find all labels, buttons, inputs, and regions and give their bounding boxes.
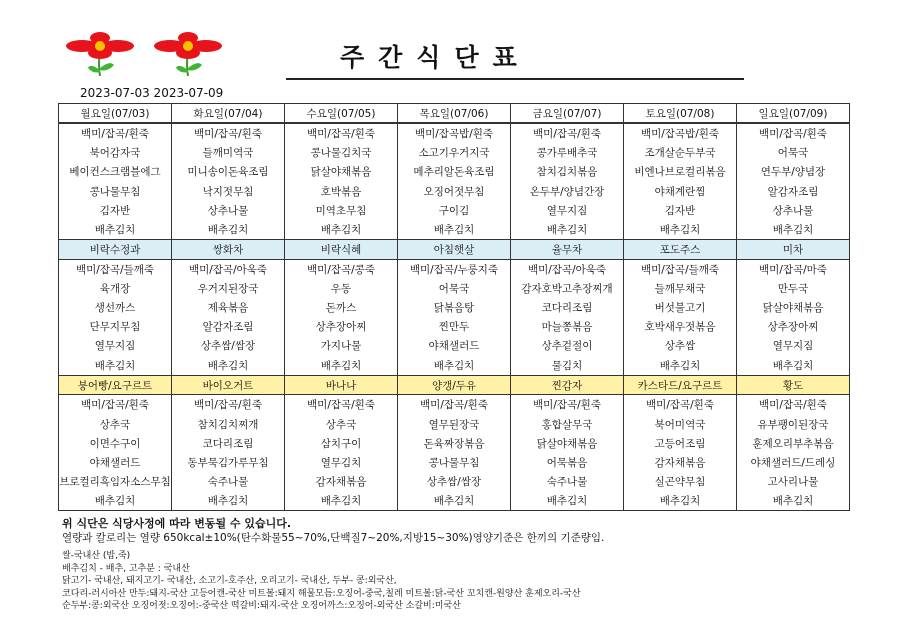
menu-cell: 백미/잡곡/흰죽 [285,123,398,143]
menu-cell: 우동 [285,279,398,298]
menu-cell: 백미/잡곡/흰죽 [285,395,398,415]
menu-cell: 야채샐러드/드레싱 [737,453,850,472]
menu-cell: 조개살순두부국 [624,143,737,162]
menu-cell: 열무지짐 [59,336,172,355]
menu-cell: 상추장아찌 [285,317,398,336]
menu-cell: 감자채볶음 [624,453,737,472]
breakfast-row [59,162,850,181]
menu-cell: 배추김치 [172,491,285,511]
menu-cell: 돈육짜장볶음 [398,434,511,453]
menu-cell: 베이컨스크램블에그 [59,162,172,181]
menu-cell: 백미/잡곡/흰죽 [172,123,285,143]
menu-cell: 코다리조림 [172,434,285,453]
menu-cell: 백미/잡곡/흰죽 [398,395,511,415]
menu-cell: 콩나물무침 [59,182,172,201]
snack-cell: 율무차 [511,240,624,260]
menu-cell: 숙주나물 [511,472,624,491]
menu-cell: 콩나물김치국 [285,143,398,162]
dinner-row [59,453,850,472]
menu-cell: 동부묵김가루무침 [172,453,285,472]
menu-cell: 상추나물 [172,201,285,220]
menu-cell: 상추쌈/쌈장 [398,472,511,491]
menu-cell: 숙주나물 [172,472,285,491]
snack-cell: 아침햇살 [398,240,511,260]
menu-cell: 닭살야채볶음 [511,434,624,453]
menu-cell: 물김치 [511,356,624,376]
menu-cell: 호박볶음 [285,182,398,201]
breakfast-row [59,123,850,143]
menu-cell: 온두부/양념간장 [511,182,624,201]
menu-cell: 상추겉절이 [511,336,624,355]
menu-cell: 배추김치 [398,491,511,511]
menu-cell: 상추나물 [737,201,850,220]
menu-cell: 돈까스 [285,298,398,317]
lunch-row [59,317,850,336]
menu-cell: 닭볶음탕 [398,298,511,317]
origin-line: 닭고기- 국내산, 돼지고기- 국내산, 소고기-호주산, 오리고기- 국내산, 두부- 콩:외국산, [62,576,397,586]
menu-cell: 배추김치 [624,491,737,511]
menu-cell: 상추쌈 [624,336,737,355]
snack-cell: 카스타드/요구르트 [624,375,737,395]
day-header: 금요일(07/07) [511,104,624,124]
menu-cell: 백미/잡곡/콩죽 [285,259,398,279]
menu-cell: 백미/잡곡/흰죽 [737,123,850,143]
menu-cell: 상추국 [59,414,172,433]
menu-cell: 닭살야채볶음 [737,298,850,317]
flower-icon [154,32,222,76]
menu-cell: 백미/잡곡/흰죽 [624,395,737,415]
snack-cell: 바이오거트 [172,375,285,395]
menu-cell: 배추김치 [285,220,398,240]
menu-cell: 배추김치 [285,356,398,376]
menu-cell: 백미/잡곡밥/흰죽 [398,123,511,143]
menu-cell: 배추김치 [398,356,511,376]
menu-cell: 상추장아찌 [737,317,850,336]
menu-cell: 콩가루배추국 [511,143,624,162]
snack-cell: 포도주스 [624,240,737,260]
lunch-row [59,336,850,355]
menu-cell: 배추김치 [511,491,624,511]
snack-cell: 미차 [737,240,850,260]
menu-cell: 브로컬리흑임자소스무침 [59,472,172,491]
menu-cell: 알감자조림 [737,182,850,201]
menu-cell: 백미/잡곡/흰죽 [59,395,172,415]
menu-cell: 미역초무침 [285,201,398,220]
menu-cell: 어묵국 [737,143,850,162]
menu-cell: 실곤약무침 [624,472,737,491]
menu-cell: 고사리나물 [737,472,850,491]
snack-cell: 쌍화차 [172,240,285,260]
breakfast-row [59,143,850,162]
menu-cell: 배추김치 [398,220,511,240]
menu-cell: 우거지된장국 [172,279,285,298]
menu-cell: 상추쌈/쌈장 [172,336,285,355]
menu-cell: 오징어젓무침 [398,182,511,201]
menu-cell: 북어감자국 [59,143,172,162]
menu-cell: 백미/잡곡/흰죽 [59,123,172,143]
menu-cell: 닭살야채볶음 [285,162,398,181]
lunch-row [59,356,850,376]
menu-cell: 백미/잡곡/마죽 [737,259,850,279]
morning-snack-row [59,240,850,260]
date-range: 2023-07-03 2023-07-09 [80,86,224,100]
dinner-row [59,414,850,433]
breakfast-row [59,182,850,201]
flower-logo [60,30,240,80]
menu-cell: 야채샐러드 [398,336,511,355]
menu-cell: 배추김치 [59,356,172,376]
menu-cell: 열무김치 [285,453,398,472]
menu-cell: 백미/잡곡/아욱죽 [511,259,624,279]
menu-cell: 백미/잡곡밥/흰죽 [624,123,737,143]
snack-cell: 비락식혜 [285,240,398,260]
day-header: 화요일(07/04) [172,104,285,124]
day-header: 목요일(07/06) [398,104,511,124]
menu-cell: 배추김치 [737,356,850,376]
snack-cell: 양갱/두유 [398,375,511,395]
menu-cell: 열무지짐 [511,201,624,220]
menu-cell: 참치김치볶음 [511,162,624,181]
menu-cell: 열무지짐 [737,336,850,355]
menu-cell: 감자채볶음 [285,472,398,491]
menu-cell: 생선까스 [59,298,172,317]
origin-line: 순두부:콩:외국산 오징어젓:오징어:-중국산 떡갈비:돼지-국산 오징어까스:오징어-외국산 소갈비:미국산 [62,601,461,611]
menu-cell: 메추리알돈육조림 [398,162,511,181]
menu-cell: 백미/잡곡/들깨죽 [59,259,172,279]
origin-line: 배추김치 - 배추, 고추분 : 국내산 [62,563,190,574]
menu-cell: 비엔나브로컬리볶음 [624,162,737,181]
menu-cell: 참치김치찌개 [172,414,285,433]
menu-cell: 배추김치 [737,220,850,240]
nutrition-line: 열량과 칼로리는 열량 650kcal±10%(탄수화물55~70%,단백질7~20%,지방15~30%)영양기준은 한끼의 기준량임. [62,532,605,544]
menu-cell: 배추김치 [285,491,398,511]
menu-cell: 제육볶음 [172,298,285,317]
menu-cell: 구이김 [398,201,511,220]
weekly-menu-table [58,103,850,511]
menu-cell: 콩나물무침 [398,453,511,472]
menu-cell: 김자반 [624,201,737,220]
menu-cell: 들깨미역국 [172,143,285,162]
day-header: 수요일(07/05) [285,104,398,124]
menu-cell: 배추김치 [511,220,624,240]
origin-line: 쌀-국내산 (밥,죽) [62,551,131,561]
page-title: 주간식단표 [340,43,531,72]
menu-cell: 버섯불고기 [624,298,737,317]
menu-cell: 낙지젓무침 [172,182,285,201]
afternoon-snack-row [59,375,850,395]
menu-cell: 김자반 [59,201,172,220]
menu-cell: 단무지무침 [59,317,172,336]
menu-cell: 백미/잡곡/흰죽 [511,123,624,143]
day-header: 일요일(07/09) [737,104,850,124]
menu-cell: 백미/잡곡/누룽지죽 [398,259,511,279]
day-header: 월요일(07/03) [59,104,172,124]
menu-cell: 백미/잡곡/흰죽 [737,395,850,415]
menu-cell: 배추김치 [737,491,850,511]
dinner-row [59,434,850,453]
menu-cell: 훈제오리부추볶음 [737,434,850,453]
menu-cell: 이면수구이 [59,434,172,453]
menu-cell: 열무된장국 [398,414,511,433]
snack-cell: 비락수정과 [59,240,172,260]
menu-cell: 배추김치 [624,356,737,376]
menu-cell: 마늘쫑볶음 [511,317,624,336]
menu-cell: 고등어조림 [624,434,737,453]
menu-cell: 유부팽이된장국 [737,414,850,433]
menu-cell: 야채계란찜 [624,182,737,201]
snack-cell: 황도 [737,375,850,395]
menu-cell: 북어미역국 [624,414,737,433]
menu-cell: 배추김치 [59,491,172,511]
menu-cell: 백미/잡곡/흰죽 [172,395,285,415]
dinner-row [59,395,850,415]
menu-cell: 백미/잡곡/흰죽 [511,395,624,415]
day-header: 토요일(07/08) [624,104,737,124]
snack-cell: 찐감자 [511,375,624,395]
menu-cell: 알감자조림 [172,317,285,336]
menu-cell: 가지나물 [285,336,398,355]
dinner-row [59,491,850,511]
breakfast-row [59,220,850,240]
menu-cell: 배추김치 [59,220,172,240]
origin-line: 코다리-러시아산 만두:돼지-국산 고등어캔-국산 미트볼:돼지 해물모듬:오징어-중국,칠레 미트볼:닭-국산 꼬치캔-원양산 훈제오리-국산 [62,588,581,599]
day-header-row [59,104,850,124]
menu-cell: 삼치구이 [285,434,398,453]
menu-cell: 찐만두 [398,317,511,336]
menu-cell: 호박새우젓볶음 [624,317,737,336]
title-underline [286,78,744,80]
notice-line: 위 식단은 식당사정에 따라 변동될 수 있습니다. [62,517,292,530]
flower-icon [66,32,134,76]
menu-cell: 감자호박고추장찌개 [511,279,624,298]
menu-cell: 어묵국 [398,279,511,298]
menu-cell: 어묵볶음 [511,453,624,472]
menu-cell: 홍합살무국 [511,414,624,433]
menu-cell: 만두국 [737,279,850,298]
menu-cell: 미니송이돈육조림 [172,162,285,181]
lunch-row [59,298,850,317]
dinner-row [59,472,850,491]
menu-cell: 코다리조림 [511,298,624,317]
menu-cell: 배추김치 [172,220,285,240]
menu-cell: 들깨무채국 [624,279,737,298]
menu-cell: 배추김치 [172,356,285,376]
lunch-row [59,259,850,279]
snack-cell: 붕어빵/요구르트 [59,375,172,395]
menu-cell: 백미/잡곡/아욱죽 [172,259,285,279]
menu-cell: 육개장 [59,279,172,298]
menu-cell: 소고기우거지국 [398,143,511,162]
menu-cell: 상추국 [285,414,398,433]
menu-cell: 백미/잡곡/들깨죽 [624,259,737,279]
breakfast-row [59,201,850,220]
snack-cell: 바나나 [285,375,398,395]
lunch-row [59,279,850,298]
menu-cell: 야채샐러드 [59,453,172,472]
menu-cell: 연두부/양념장 [737,162,850,181]
menu-cell: 배추김치 [624,220,737,240]
notes-section [62,515,882,613]
